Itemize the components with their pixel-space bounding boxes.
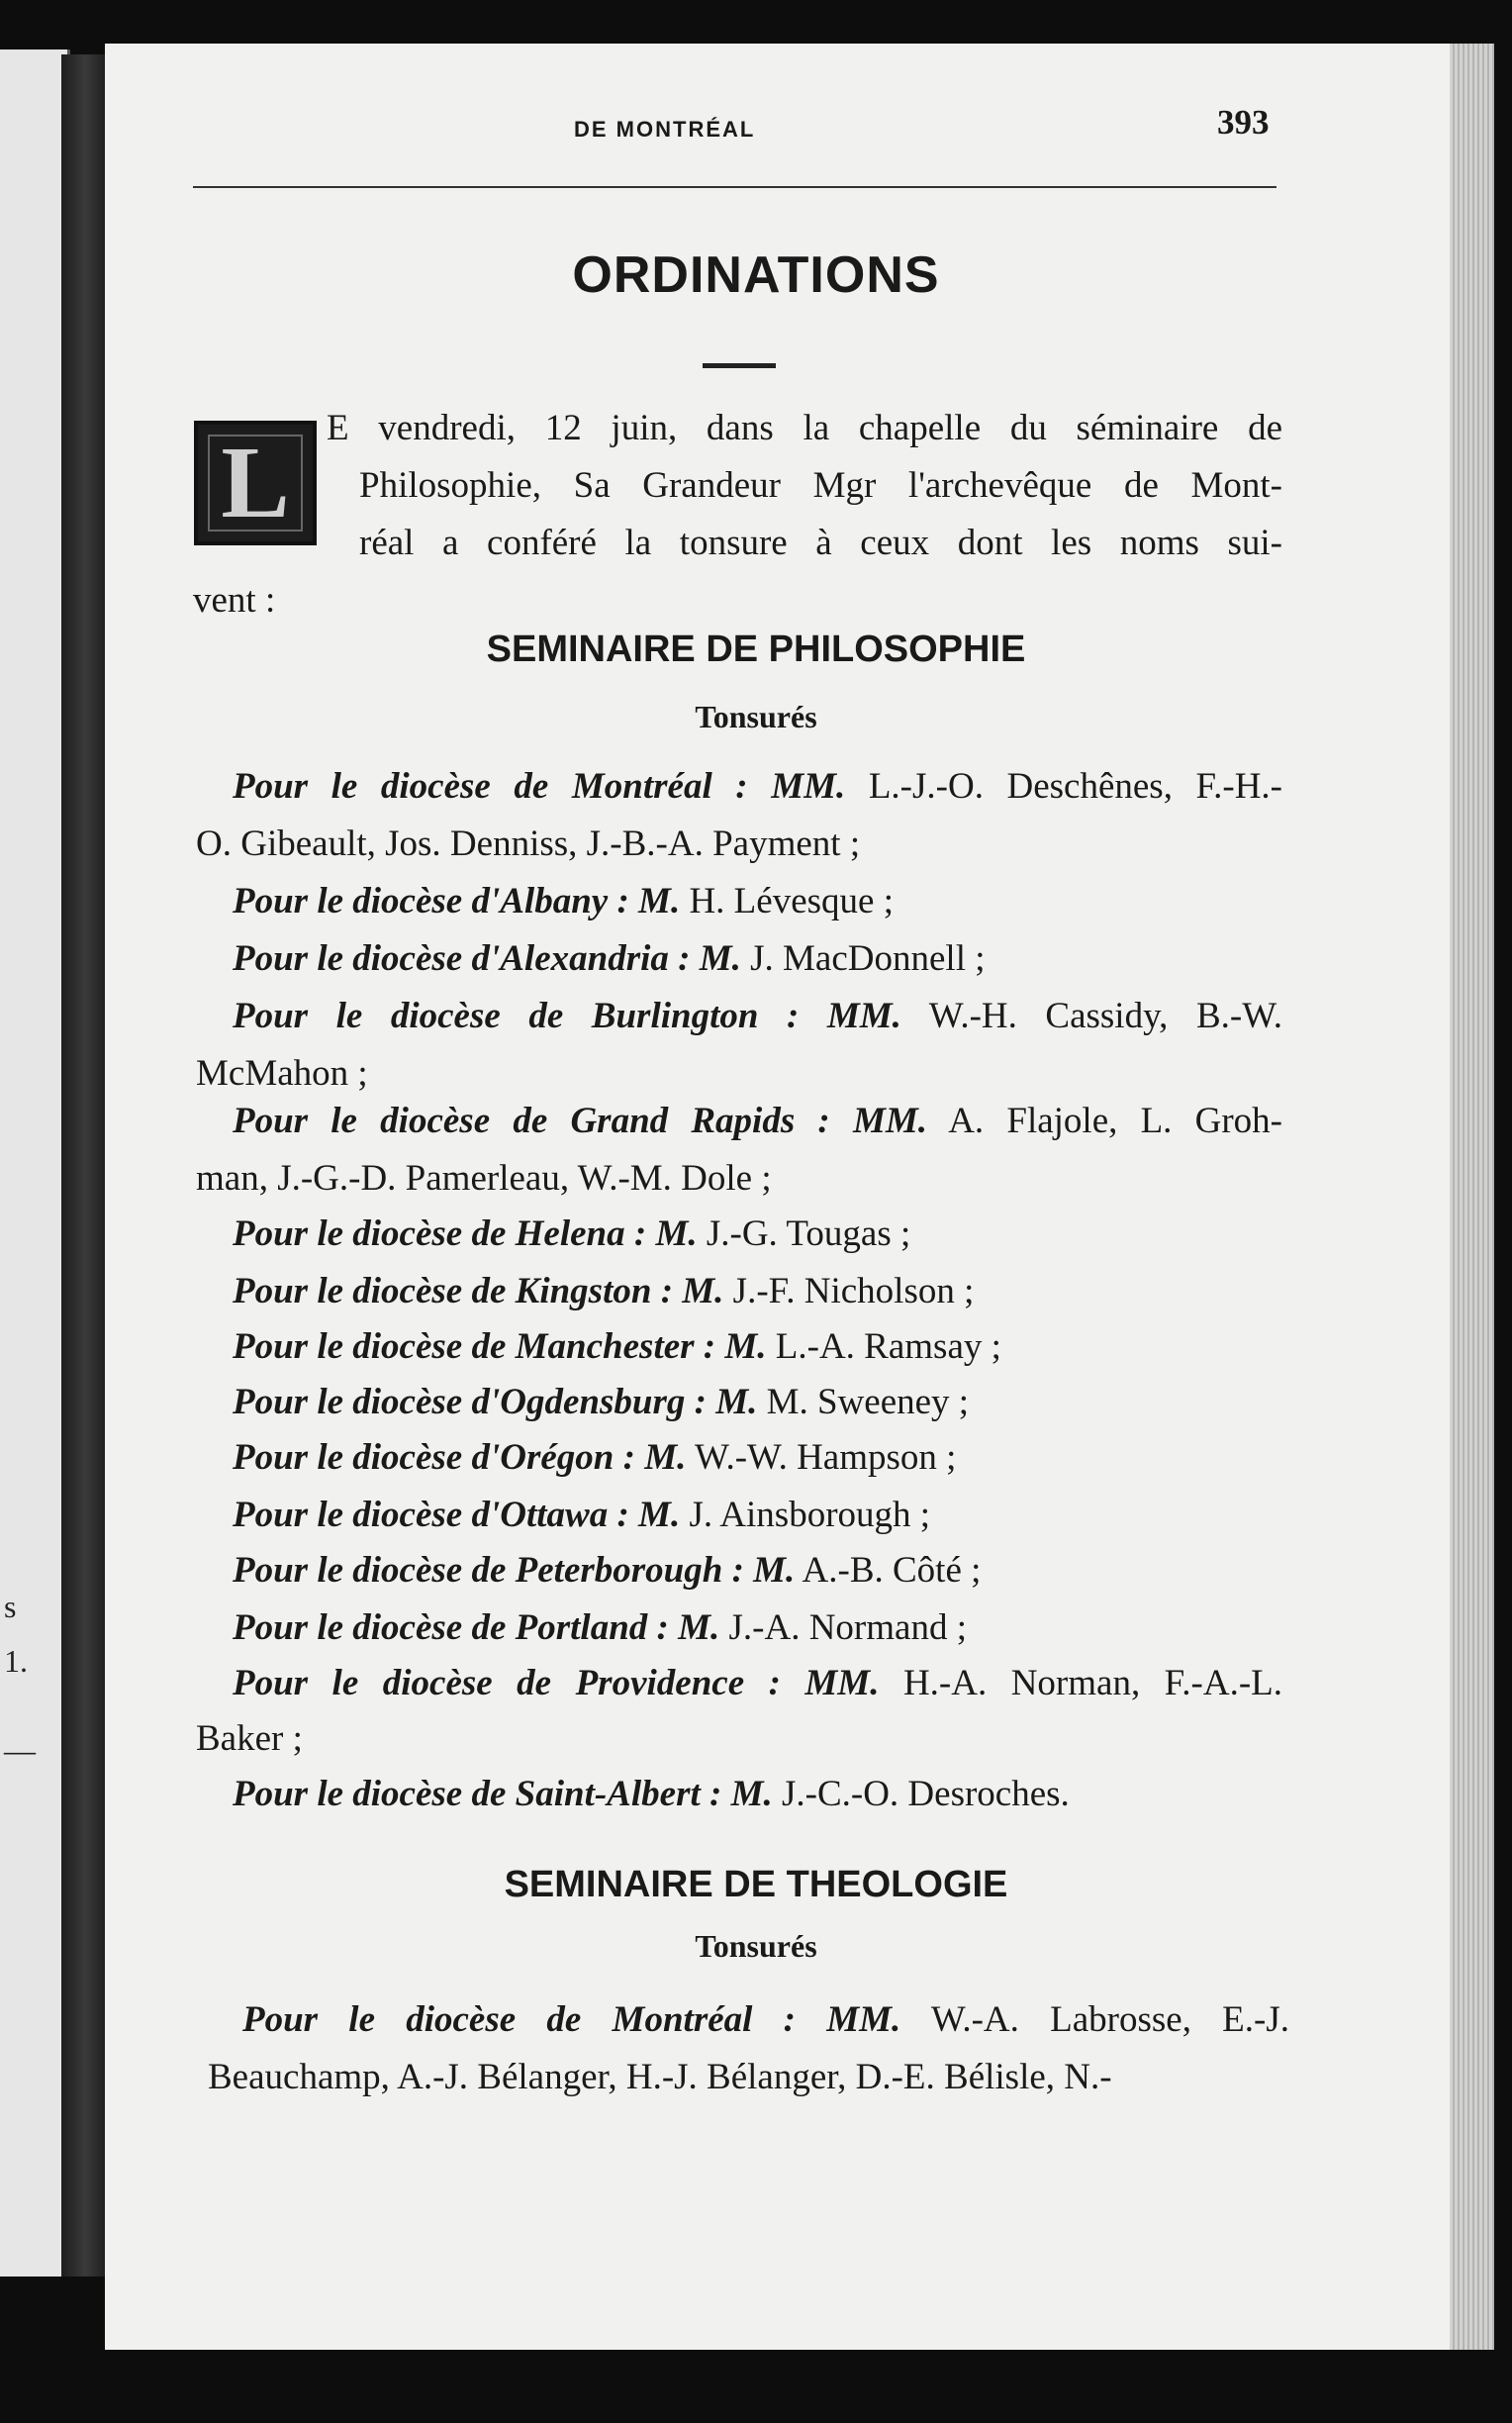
dropcap-letter: L (221, 426, 290, 539)
diocese-entry (233, 1774, 1070, 1815)
ornamental-dropcap (194, 421, 317, 545)
diocese-label: Pour le diocèse d'Alexandria : (233, 938, 691, 979)
honorific: M. (644, 1437, 687, 1478)
diocese-entry (233, 1607, 967, 1649)
honorific: M. (715, 1382, 758, 1422)
section-heading: SEMINAIRE DE THEOLOGIE (504, 1864, 1008, 1905)
diocese-label: Pour le diocèse d'Ogdensburg : (233, 1382, 707, 1422)
intro-line: réal a conféré la tonsure à ceux dont les noms sui- (359, 523, 1282, 563)
diocese-entry (233, 881, 894, 922)
ordinand-names: W.-H. Cassidy, B.-W. (928, 996, 1282, 1036)
diocese-label: Pour le diocèse de Helena : (233, 1213, 647, 1254)
diocese-entry (233, 1382, 969, 1423)
ordinand-names: J. Ainsborough ; (689, 1495, 931, 1535)
ordinand-names: J.-A. Normand ; (728, 1607, 967, 1648)
page-title: ORDINATIONS (572, 246, 940, 304)
ordinand-names: J.-G. Tougas ; (706, 1213, 911, 1254)
diocese-entry (233, 1550, 981, 1592)
section-heading: SEMINAIRE DE PHILOSOPHIE (486, 629, 1026, 670)
diocese-entry (233, 1663, 1282, 1704)
left-page-fragment: — (4, 1732, 36, 1768)
page-number: 393 (1217, 103, 1270, 142)
ordinand-names-continued: O. Gibeault, Jos. Denniss, J.-B.-A. Payment ; (196, 824, 861, 864)
diocese-entry (233, 1101, 1282, 1142)
honorific: M. (753, 1550, 796, 1591)
diocese-label: Pour le diocèse de Saint-Albert : (233, 1774, 722, 1814)
running-head: DE MONTRÉAL (574, 117, 756, 142)
intro-line: vent : (193, 580, 276, 621)
diocese-label: Pour le diocèse de Manchester : (233, 1326, 716, 1367)
ordinand-names: W.-W. Hampson ; (694, 1437, 957, 1478)
diocese-label: Pour le diocèse de Peterborough : (233, 1550, 744, 1591)
diocese-label: Pour le diocèse de Providence : (233, 1663, 781, 1703)
diocese-label: Pour le diocèse d'Orégon : (233, 1437, 635, 1478)
ordinand-names-continued: Baker ; (196, 1718, 303, 1759)
honorific: M. (678, 1607, 720, 1648)
diocese-label: Pour le diocèse de Burlington : (233, 996, 800, 1036)
intro-line: Philosophie, Sa Grandeur Mgr l'archevêque de Mont- (359, 465, 1282, 506)
honorific: M. (655, 1213, 698, 1254)
honorific: MM. (771, 766, 846, 807)
diocese-entry (233, 1437, 956, 1479)
title-rule (703, 363, 776, 368)
diocese-entry (233, 1326, 1001, 1368)
intro-line: E vendredi, 12 juin, dans la chapelle du séminaire de (327, 408, 1282, 448)
ordinand-names: A. Flajole, L. Groh- (948, 1101, 1282, 1141)
diocese-entry (233, 766, 1282, 808)
diocese-label: Pour le diocèse de Montréal : (233, 766, 748, 807)
ordinand-names: J.-F. Nicholson ; (732, 1271, 975, 1311)
ordinand-names: H.-A. Norman, F.-A.-L. (902, 1663, 1282, 1703)
diocese-entry (242, 1999, 1289, 2041)
diocese-label: Pour le diocèse de Grand Rapids : (233, 1101, 830, 1141)
diocese-entry (233, 1271, 974, 1312)
diocese-label: Pour le diocèse d'Ottawa : (233, 1495, 629, 1535)
honorific: M. (638, 881, 681, 921)
honorific: M. (724, 1326, 767, 1367)
honorific: M. (682, 1271, 724, 1311)
ordinand-names: A.-B. Côté ; (802, 1550, 982, 1591)
diocese-entry (233, 1213, 910, 1255)
honorific: MM. (826, 996, 901, 1036)
header-rule (193, 186, 1276, 188)
diocese-label: Pour le diocèse de Portland : (233, 1607, 669, 1648)
ordinand-names: L.-J.-O. Deschênes, F.-H.- (868, 766, 1282, 807)
ordinand-names: M. Sweeney ; (766, 1382, 970, 1422)
diocese-label: Pour le diocèse d'Albany : (233, 881, 629, 921)
ordinand-names: H. Lévesque ; (689, 881, 894, 921)
honorific: MM. (852, 1101, 928, 1141)
diocese-label: Pour le diocèse de Montréal : (242, 1999, 796, 2040)
section-subheading: Tonsurés (695, 699, 817, 734)
diocese-entry (233, 996, 1282, 1037)
honorific: M. (730, 1774, 773, 1814)
diocese-label: Pour le diocèse de Kingston : (233, 1271, 674, 1311)
ordinand-names: W.-A. Labrosse, E.-J. (930, 1999, 1289, 2040)
ordinand-names-continued: Beauchamp, A.-J. Bélanger, H.-J. Bélanger, D.-E. Bélisle, N.- (208, 2057, 1112, 2097)
page-stack-edge (1450, 44, 1494, 2350)
ordinand-names-continued: McMahon ; (196, 1053, 368, 1094)
diocese-entry (233, 938, 986, 980)
honorific: MM. (826, 1999, 901, 2040)
ordinand-names: J. MacDonnell ; (750, 938, 986, 979)
honorific: MM. (804, 1663, 880, 1703)
ordinand-names: L.-A. Ramsay ; (775, 1326, 1001, 1367)
honorific: M. (638, 1495, 681, 1535)
section-subheading: Tonsurés (695, 1928, 817, 1964)
ordinand-names: J.-C.-O. Desroches. (781, 1774, 1070, 1814)
diocese-entry (233, 1495, 930, 1536)
ordinand-names-continued: man, J.-G.-D. Pamerleau, W.-M. Dole ; (196, 1158, 772, 1199)
left-page-fragment: 1. (4, 1643, 28, 1679)
left-page-fragment: s (4, 1589, 17, 1624)
honorific: M. (699, 938, 741, 979)
